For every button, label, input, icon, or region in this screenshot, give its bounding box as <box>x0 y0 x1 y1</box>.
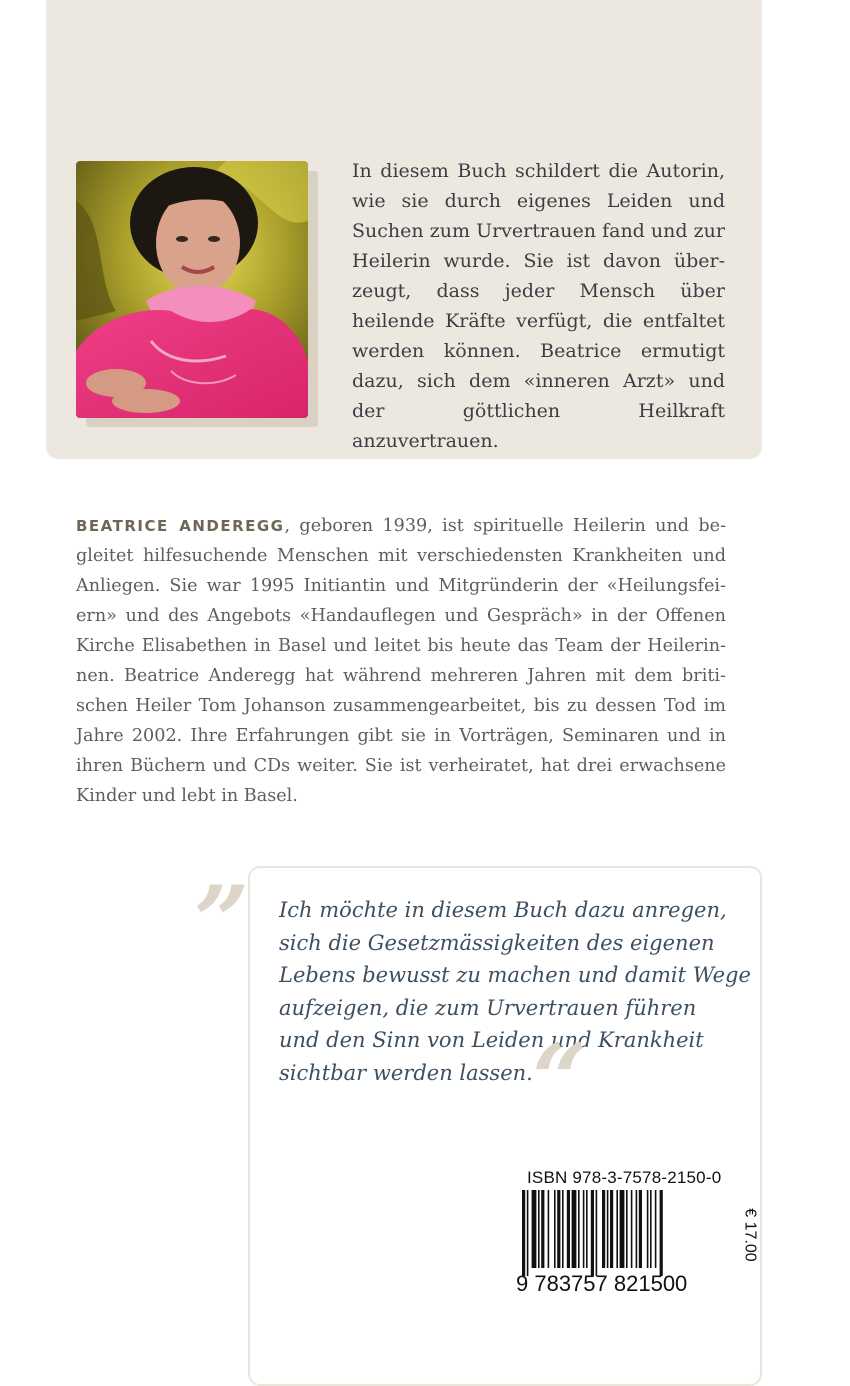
barcode-bar <box>626 1190 628 1268</box>
author-bio <box>76 511 726 811</box>
quote-line: sich die Gesetzmässigkeiten des eigenen <box>279 930 715 955</box>
barcode-bar <box>660 1190 663 1276</box>
barcode-bar <box>557 1190 560 1268</box>
barcode-bar <box>538 1190 540 1268</box>
author-photo <box>76 161 308 418</box>
quote-line: aufzeigen, die zum Urvertrauen führen <box>279 995 697 1020</box>
barcode-bar <box>532 1190 537 1268</box>
barcode-bar <box>562 1190 564 1268</box>
barcode-bar <box>541 1190 544 1268</box>
barcode-bar <box>596 1190 598 1276</box>
quote-line: Lebens bewusst zu machen und damit Wege <box>279 963 751 987</box>
barcode-bar <box>631 1190 633 1268</box>
barcode-bar <box>591 1190 594 1276</box>
barcode-bar <box>572 1190 577 1268</box>
barcode-bar <box>578 1190 580 1268</box>
barcode-bar <box>636 1190 638 1268</box>
barcode-bar <box>647 1190 649 1268</box>
barcode-bar <box>548 1190 550 1268</box>
barcode-bar <box>607 1190 609 1268</box>
barcode-bar <box>602 1190 605 1268</box>
quote-line: Ich möchte in diesem Buch dazu anregen, <box>279 898 727 922</box>
price-label: € 17.00 <box>741 1208 759 1262</box>
quote-close-mark: “ <box>532 1023 588 1136</box>
barcode <box>508 1190 708 1294</box>
barcode-bar <box>655 1190 657 1268</box>
barcode-bar <box>620 1190 625 1268</box>
barcode-bar <box>583 1190 585 1268</box>
barcode-bar <box>616 1190 618 1268</box>
barcode-bar <box>567 1190 570 1268</box>
barcode-bar <box>610 1190 613 1268</box>
author-name: BEATRICE ANDEREGG <box>76 517 285 535</box>
isbn-label: ISBN 978-3-7578-2150-0 <box>527 1168 722 1187</box>
author-quote <box>279 894 749 1089</box>
barcode-bar <box>554 1190 556 1268</box>
barcode-bar <box>639 1190 642 1268</box>
quote-open-mark: ” <box>194 865 250 978</box>
quote-line: sichtbar werden lassen. <box>279 1060 533 1085</box>
quote-line: und den Sinn von Leiden und Krankheit <box>279 1028 704 1052</box>
barcode-bar <box>650 1190 652 1268</box>
book-blurb: In diesem Buch schildert die Autorin, wie sie durch eigenes Leiden und Suchen zum Urvertrauen fand und zur Heilerin wurde. Sie ist davon überzeugt, dass jeder Mensch über heilende Kräfte verfügt, die entfaltet werden können. Beatrice ermutigt dazu, sich dem «inneren Arzt» und der göttlichen Heilkraft anzuvertrauen. <box>352 160 725 452</box>
barcode-bar <box>586 1190 588 1268</box>
barcode-bar <box>522 1190 525 1276</box>
author-bio-text: , geboren 1939, ist spirituelle Heilerin und begleitet hilfesuchende Menschen mit verschiedensten Krankheiten und Anliegen. Sie war 1995 Initiantin und Mitgründerin der «Heilungsfeiern» und des Angebots «Handauflegen und Gespräch» in der Offenen Kirche Elisabethen in Basel und leitet bis heute das Team der Heilerinnen. Beatrice Anderegg hat während mehreren Jahren mit dem britischen Heiler Tom Johanson zusammengearbeitet, bis zu dessen Tod im Jahre 2002. Ihre Erfahrungen gibt sie in Vorträgen, Seminaren und in ihren Büchern und CDs weiter. Sie ist verheiratet, hat drei erwachsene Kinder und lebt in Basel. <box>76 516 727 806</box>
barcode-digits: 9 783757 821500 <box>516 1271 688 1294</box>
barcode-bar <box>527 1190 529 1276</box>
